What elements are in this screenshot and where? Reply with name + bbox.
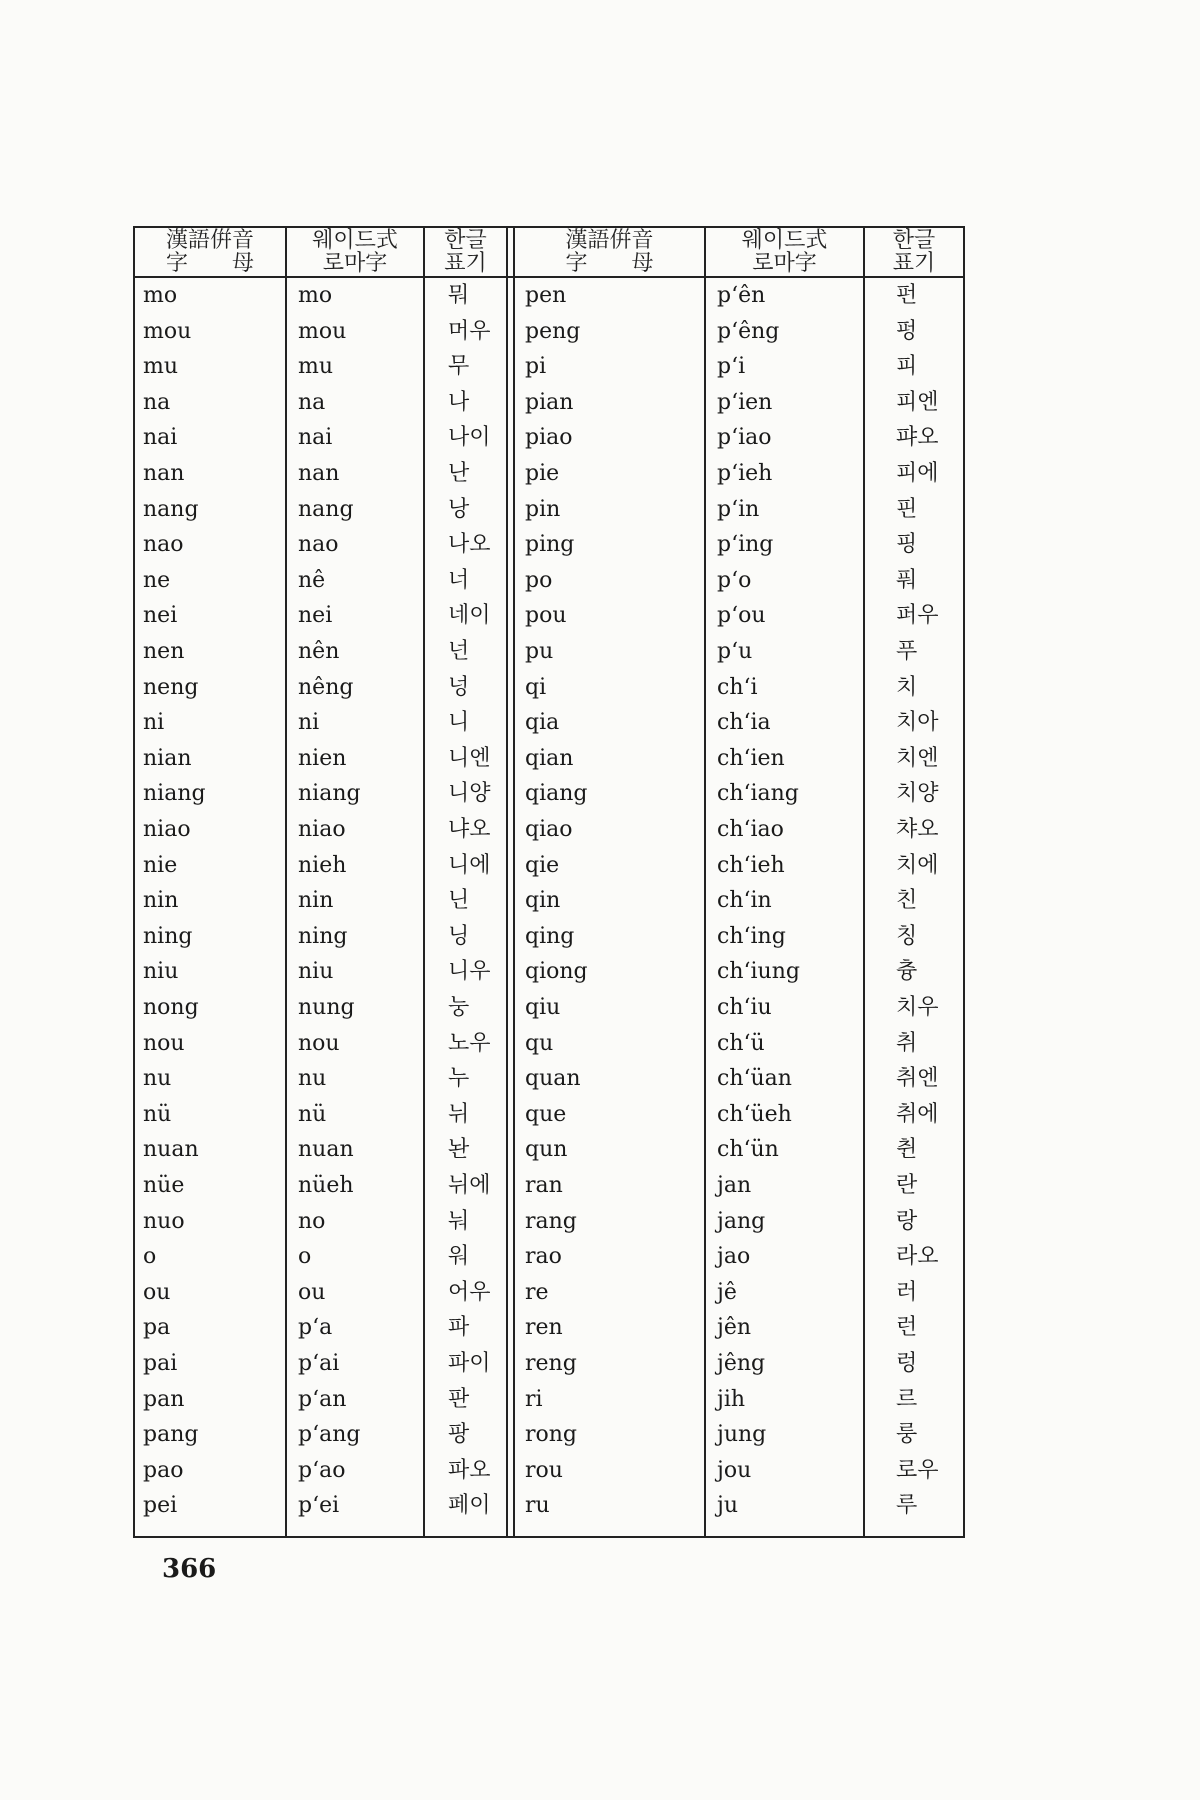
cell-wade: p‘ien [717,389,773,415]
cell-wade: jê [717,1279,737,1305]
cell-hangul: 퍼우 [896,603,939,629]
cell-wade: nüeh [298,1173,354,1198]
table-row [133,1239,965,1275]
header-line: 로마字 [322,251,388,276]
table-row [133,741,965,777]
cell-pinyin: nao [143,532,184,558]
header-line: 字 母 [165,251,254,276]
romanization-table [133,226,965,1538]
cell-wade: mou [298,318,347,344]
cell-pinyin: pu [525,639,554,664]
cell-pinyin: nie [143,852,178,878]
cell-wade: nê [298,567,326,593]
table-row [133,456,965,492]
cell-pinyin: mou [143,318,192,344]
cell-pinyin: qi [525,674,547,700]
cell-wade: nü [298,1101,327,1127]
cell-hangul: 뭐 [448,283,470,308]
cell-hangul: 냐오 [448,817,491,842]
cell-pinyin: nen [143,639,185,664]
cell-hangul: 난 [448,461,470,486]
table-row [133,1275,965,1311]
cell-pinyin: reng [525,1351,577,1376]
cell-hangul: 팡 [448,1422,470,1448]
cell-pinyin: ne [143,567,171,593]
cell-wade: p‘ên [717,283,766,308]
cell-pinyin: rou [525,1457,563,1483]
cell-wade: p‘êng [717,318,780,344]
cell-hangul: 치우 [896,995,939,1020]
cell-hangul: 넌 [448,639,470,664]
cell-wade: ni [298,710,320,736]
cell-wade: nuan [298,1137,354,1163]
cell-hangul: 나이 [448,425,491,451]
cell-wade: nao [298,532,339,558]
table-row [133,776,965,812]
cell-pinyin: niu [143,959,179,985]
table-row [133,492,965,528]
cell-wade: jan [717,1173,752,1198]
cell-wade: p‘o [717,567,752,593]
cell-wade: p‘a [298,1315,333,1341]
cell-wade: nien [298,745,347,771]
header-hangul-left [425,228,506,276]
cell-pinyin: niao [143,817,191,842]
cell-pinyin: qiong [525,959,588,985]
cell-hangul: 눠 [448,1208,470,1234]
cell-wade: no [298,1208,326,1234]
cell-pinyin: nou [143,1030,185,1056]
cell-hangul: 라오 [896,1244,939,1270]
cell-pinyin: nong [143,995,199,1020]
table-row [133,1417,965,1453]
cell-hangul: 페이 [448,1493,491,1519]
header-line: 로마字 [752,251,817,276]
cell-pinyin: neng [143,674,199,700]
header-line: 한글 [892,228,936,253]
cell-hangul: 친 [896,888,918,914]
cell-hangul: 니에 [448,852,491,878]
cell-wade: ch‘ieh [717,852,785,878]
cell-hangul: 나 [448,389,470,415]
cell-pinyin: qie [525,852,560,878]
cell-hangul: 치 [896,674,918,700]
cell-wade: o [298,1244,312,1270]
cell-wade: p‘in [717,496,760,522]
cell-wade: ning [298,923,348,949]
cell-pinyin: nan [143,461,185,486]
cell-wade: jêng [717,1351,766,1376]
cell-pinyin: rao [525,1244,562,1270]
cell-wade: ch‘ia [717,710,771,736]
cell-pinyin: qing [525,923,575,949]
cell-wade: niang [298,781,361,807]
cell-hangul: 러 [896,1279,918,1305]
cell-wade: ch‘ing [717,923,786,949]
cell-pinyin: ran [525,1173,563,1198]
cell-wade: nou [298,1030,340,1056]
table-row [133,527,965,563]
table-row [133,420,965,456]
header-line: 漢語倂音 [565,228,654,253]
cell-pinyin: ren [525,1315,563,1341]
cell-pinyin: qian [525,745,574,771]
cell-hangul: 췬 [896,1137,918,1163]
cell-hangul: 눙 [448,995,470,1020]
cell-wade: nei [298,603,333,629]
table-row [133,314,965,350]
header-pinyin-right [515,228,704,276]
cell-hangul: 치아 [896,710,939,736]
table-row [133,1061,965,1097]
cell-wade: jao [717,1244,751,1270]
cell-hangul: 네이 [448,603,491,629]
cell-hangul: 룽 [896,1422,918,1448]
cell-pinyin: rong [525,1422,578,1448]
cell-hangul: 놘 [448,1137,470,1163]
cell-pinyin: ru [525,1493,550,1519]
table-row [133,349,965,385]
table-row [133,1310,965,1346]
cell-wade: ch‘ü [717,1030,765,1056]
header-line: 字 母 [565,251,654,276]
cell-pinyin: nuan [143,1137,199,1163]
cell-pinyin: mo [143,283,178,308]
cell-wade: jên [717,1315,752,1341]
cell-pinyin: na [143,389,171,415]
header-wade-left [287,228,423,276]
table-bottom-border [133,1536,965,1538]
cell-pinyin: o [143,1244,157,1270]
cell-hangul: 츙 [896,959,918,985]
cell-wade: p‘i [717,354,746,380]
table-row [133,1488,965,1524]
cell-wade: ou [298,1279,326,1305]
cell-wade: p‘ei [298,1493,340,1519]
cell-wade: jung [717,1422,767,1448]
table-row [133,1132,965,1168]
table-row [133,563,965,599]
table-row [133,670,965,706]
cell-wade: nêng [298,674,354,700]
cell-pinyin: nang [143,496,199,522]
cell-pinyin: ning [143,923,193,949]
cell-pinyin: nai [143,425,178,451]
cell-hangul: 누 [448,1066,470,1092]
cell-pinyin: nin [143,888,179,914]
cell-wade: ch‘üan [717,1066,792,1092]
cell-wade: ju [717,1493,738,1519]
cell-pinyin: nü [143,1101,172,1127]
cell-pinyin: qia [525,710,560,736]
cell-wade: ch‘iu [717,995,772,1020]
cell-hangul: 머우 [448,318,491,344]
cell-pinyin: que [525,1101,567,1127]
cell-pinyin: ni [143,710,165,736]
table-row [133,990,965,1026]
table-row [133,1168,965,1204]
cell-wade: nu [298,1066,327,1092]
cell-pinyin: ri [525,1386,543,1412]
cell-wade: ch‘in [717,888,772,914]
cell-hangul: 핀 [896,496,918,522]
cell-pinyin: ping [525,532,575,558]
cell-pinyin: piao [525,425,573,451]
cell-pinyin: nu [143,1066,172,1092]
cell-wade: na [298,389,326,415]
cell-pinyin: mu [143,354,179,380]
cell-wade: mo [298,283,333,308]
cell-hangul: 푸 [896,639,918,664]
cell-wade: p‘iao [717,425,772,451]
cell-pinyin: rang [525,1208,577,1234]
cell-pinyin: pai [143,1351,178,1376]
cell-wade: ch‘üeh [717,1101,792,1127]
cell-wade: p‘ang [298,1422,361,1448]
cell-hangul: 칭 [896,923,918,949]
cell-hangul: 펑 [896,318,918,344]
cell-hangul: 니우 [448,959,491,985]
cell-pinyin: pou [525,603,567,629]
header-line: 표기 [892,251,936,276]
cell-pinyin: peng [525,318,581,344]
cell-hangul: 피엔 [896,389,939,415]
cell-hangul: 파 [448,1315,470,1341]
cell-hangul: 어우 [448,1279,491,1305]
cell-pinyin: quan [525,1066,581,1092]
cell-pinyin: ou [143,1279,171,1305]
cell-hangul: 낭 [448,496,470,522]
header-line: 한글 [444,228,487,253]
cell-wade: nin [298,888,334,914]
header-wade-right [706,228,863,276]
cell-wade: p‘an [298,1386,347,1412]
header-line: 漢語倂音 [165,228,254,253]
cell-pinyin: re [525,1279,549,1305]
cell-wade: ch‘ien [717,745,785,771]
cell-pinyin: pi [525,354,547,380]
cell-hangul: 나오 [448,532,491,558]
table-row [133,1453,965,1489]
header-pinyin-left [135,228,285,276]
cell-pinyin: pei [143,1493,178,1519]
cell-pinyin: nei [143,603,178,629]
cell-pinyin: nian [143,745,192,771]
cell-wade: nan [298,461,340,486]
table-row [133,954,965,990]
cell-hangul: 르 [896,1386,918,1412]
cell-wade: jih [717,1386,746,1412]
cell-wade: ch‘iang [717,781,799,807]
cell-pinyin: qu [525,1030,554,1056]
cell-pinyin: pao [143,1457,184,1483]
cell-hangul: 로우 [896,1457,939,1483]
cell-wade: ch‘i [717,674,758,700]
cell-hangul: 루 [896,1493,918,1519]
cell-wade: nang [298,496,354,522]
header-line: 웨이드式 [312,228,398,253]
table-row [133,705,965,741]
cell-pinyin: niang [143,781,206,807]
cell-hangul: 취에 [896,1101,939,1127]
cell-pinyin: pie [525,461,560,486]
cell-hangul: 피에 [896,461,939,486]
cell-hangul: 란 [896,1173,918,1198]
cell-hangul: 치에 [896,852,939,878]
cell-hangul: 닝 [448,923,470,949]
cell-wade: niao [298,817,346,842]
cell-pinyin: qiang [525,781,588,807]
table-row [133,848,965,884]
cell-wade: jou [717,1457,752,1483]
cell-wade: nai [298,425,333,451]
cell-pinyin: pa [143,1315,171,1341]
cell-wade: nung [298,995,355,1020]
cell-hangul: 니양 [448,781,491,807]
cell-pinyin: nuo [143,1208,185,1234]
cell-hangul: 워 [448,1244,470,1270]
cell-pinyin: qiao [525,817,573,842]
table-row [133,1204,965,1240]
cell-pinyin: qin [525,888,561,914]
cell-pinyin: pian [525,389,574,415]
cell-wade: nieh [298,852,347,878]
cell-pinyin: pang [143,1422,199,1448]
cell-hangul: 니 [448,710,470,736]
table-row [133,919,965,955]
table-row [133,598,965,634]
table-row [133,812,965,848]
cell-wade: niu [298,959,334,985]
cell-hangul: 노우 [448,1030,491,1056]
cell-pinyin: pin [525,496,561,522]
table-row [133,1026,965,1062]
cell-wade: jang [717,1208,766,1234]
cell-wade: nên [298,639,340,664]
cell-wade: ch‘iao [717,817,784,842]
cell-wade: p‘ou [717,603,766,629]
cell-hangul: 렁 [896,1351,918,1376]
cell-hangul: 취엔 [896,1066,939,1092]
cell-hangul: 피 [896,354,918,380]
cell-hangul: 치엔 [896,745,939,771]
cell-pinyin: qun [525,1137,568,1163]
cell-hangul: 핑 [896,532,918,558]
cell-hangul: 뉘 [448,1101,470,1127]
header-line: 표기 [444,251,487,276]
table-row [133,1097,965,1133]
cell-hangul: 니엔 [448,745,491,771]
cell-wade: p‘ing [717,532,774,558]
cell-hangul: 닌 [448,888,470,914]
cell-pinyin: pan [143,1386,185,1412]
header-line: 웨이드式 [741,228,828,253]
page-number: 366 [162,1554,217,1584]
cell-hangul: 퍄오 [896,425,939,451]
cell-pinyin: nüe [143,1173,185,1198]
cell-hangul: 펀 [896,283,918,308]
header-hangul-right [865,228,963,276]
table-row [133,883,965,919]
cell-hangul: 뉘에 [448,1173,491,1198]
cell-wade: mu [298,354,334,380]
cell-hangul: 런 [896,1315,918,1341]
table-row [133,1382,965,1418]
cell-wade: p‘ao [298,1457,346,1483]
cell-hangul: 판 [448,1386,470,1412]
cell-wade: p‘ai [298,1351,340,1376]
cell-hangul: 무 [448,354,470,380]
table-row [133,385,965,421]
cell-pinyin: qiu [525,995,561,1020]
cell-wade: ch‘ün [717,1137,779,1163]
cell-wade: ch‘iung [717,959,800,985]
table-row [133,634,965,670]
table-row [133,1346,965,1382]
cell-hangul: 넝 [448,674,470,700]
cell-hangul: 풔 [896,567,918,593]
cell-hangul: 파오 [448,1457,491,1483]
cell-hangul: 챠오 [896,817,939,842]
table-row [133,278,965,314]
cell-hangul: 파이 [448,1351,491,1376]
cell-wade: p‘ieh [717,461,773,486]
cell-hangul: 너 [448,567,470,593]
cell-hangul: 취 [896,1030,918,1056]
cell-hangul: 랑 [896,1208,918,1234]
cell-hangul: 치양 [896,781,939,807]
cell-pinyin: pen [525,283,567,308]
cell-wade: p‘u [717,639,753,664]
cell-pinyin: po [525,567,553,593]
